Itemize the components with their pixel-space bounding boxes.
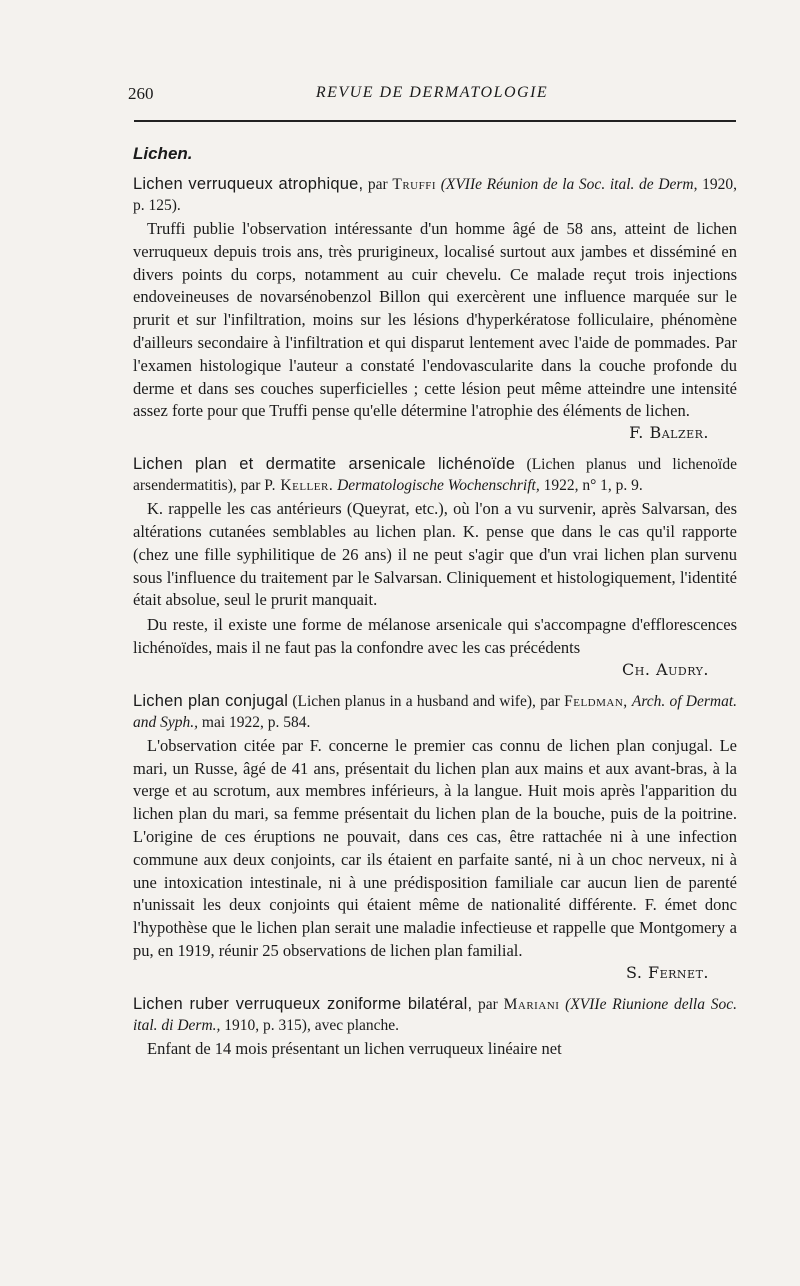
entry-reference-details: 1910, p. 315), avec planche.	[224, 1016, 400, 1034]
entry-translation: (Lichen planus in a husband and wife), par	[292, 692, 560, 710]
entry-title: Lichen verruqueux atrophique,	[133, 175, 364, 193]
entry-reference: Arch. of Dermat. and Syph.,	[133, 692, 738, 731]
section-title: Lichen.	[133, 144, 193, 163]
entry-reference: (XVIIe Riunione della Soc. ital. di Derm.,	[133, 995, 738, 1034]
entry-author: Feldman,	[564, 692, 628, 710]
entry-reference-details: mai 1922, p. 584.	[201, 713, 311, 731]
entry-translation: (Lichen planus und lichenoïde arsendermatitis), par	[133, 456, 737, 495]
entry-reference-details: 1922, n° 1, p. 9.	[543, 477, 643, 495]
entry-lichen-ruber-verruqueux	[133, 994, 737, 1061]
entry-reference: Dermatologische Wochenschrift,	[337, 477, 540, 495]
entry-lichen-plan-conjugal	[133, 691, 737, 982]
entry-lichen-plan-dermatite-arsenicale	[133, 454, 737, 679]
page-content	[133, 144, 737, 1073]
entry-lichen-verruqueux-atrophique	[133, 174, 737, 442]
entry-paragraph: K. rappelle les cas antérieurs (Queyrat, etc.), où l'on a vu survenir, après Salvarsan, des altérations cutanées semblables au lichen plan. K. pense que dans le cas qu'il rapporte (chez une fille syphilitique de 26 ans) il ne peut s'agir que d'un vrai lichen plan survenu sous l'influence du traitement par le Salvarsan. Cliniquement et histologiquement, l'identité était absolue, seul le prurit manquait.	[133, 499, 737, 610]
entry-paragraph: L'observation citée par F. concerne le premier cas connu de lichen plan conjugal. Le mari, un Russe, âgé de 41 ans, présentait du lichen plan aux mains et aux avant-bras, à la verge et au scrotum, aux membres inférieurs, à la langue. Huit mois après l'apparition du lichen plan du mari, sa femme présentait du lichen plan de la bouche, puis de la poitrine. L'origine de ces éruptions ne pouvait, dans ces cas, être rattachée ni à une infection commune aux deux conjoints, car ils étaient en parfaite santé, ni à un choc nerveux, ni à une intoxication intestinale, ni à une prédisposition familiale car aucun lien de parenté n'unissait les deux conjoints qui étaient même de nationalité différente. F. émet donc l'hypothèse que le lichen plan serait une maladie infectieuse et rappelle que Montgomery a pu, en 1919, réunir 25 observations de lichen plan familial.	[133, 735, 737, 960]
entry-signature: Ch. Audry.	[622, 659, 709, 679]
entry-reference: (XVIIe Réunion de la Soc. ital. de Derm	[440, 176, 694, 193]
entry-signature: S. Fernet.	[625, 962, 709, 982]
entry-by: par	[367, 176, 388, 193]
entry-heading	[133, 174, 737, 216]
entry-reference-details: , 1920, p. 125).	[133, 176, 738, 214]
entry-paragraph: Enfant de 14 mois présentant un lichen verruqueux linéaire net	[147, 1038, 562, 1058]
entry-heading	[133, 994, 737, 1036]
entry-heading	[133, 454, 737, 496]
running-title: REVUE DE DERMATOLOGIE	[315, 84, 549, 101]
entry-paragraph: Truffi publie l'observation intéressante d'un homme âgé de 58 ans, atteint de lichen verruqueux depuis trois ans, très prurigineux, localisé surtout aux jambes et disséminé en divers points du corps, notamment au cuir chevelu. Ce malade reçut trois injections endoveineuses de novarsénobenzol Billon qui exercèrent une influence marquée sur le prurit et sur l'infiltration, moins sur les lésions d'hyperkératose folliculaire, phénomène d'ailleurs secondaire à l'infiltration et qui disparut lentement avec l'aide de pommades. Par l'examen histologique l'auteur a constaté l'endovascularite dans la couche profonde du derme et dans ses couches superficielles ; cette lésion peut même atteindre une intensité assez forte pour que Truffi pense qu'elle détermine l'atrophie des éléments de lichen.	[133, 219, 737, 421]
entry-author: Mariani	[503, 995, 560, 1013]
entry-signature: F. Balzer.	[629, 423, 709, 443]
entry-heading	[133, 691, 737, 733]
entry-title: Lichen plan conjugal	[133, 691, 289, 710]
header-rule	[134, 120, 736, 122]
entry-title: Lichen plan et dermatite arsenicale lichénoïde	[133, 455, 516, 474]
entry-title: Lichen ruber verruqueux zoniforme bilatéral,	[133, 994, 473, 1013]
entry-author: P. Keller.	[264, 477, 334, 495]
entry-author: Truffi	[392, 176, 437, 193]
entry-paragraph: Du reste, il existe une forme de mélanose arsenicale qui s'accompagne d'efflorescences lichénoïdes, mais il ne faut pas la confondre avec les cas précédents	[133, 615, 737, 657]
page-number: 260	[128, 84, 154, 103]
entry-by: par	[478, 995, 498, 1013]
page-header	[128, 80, 736, 110]
